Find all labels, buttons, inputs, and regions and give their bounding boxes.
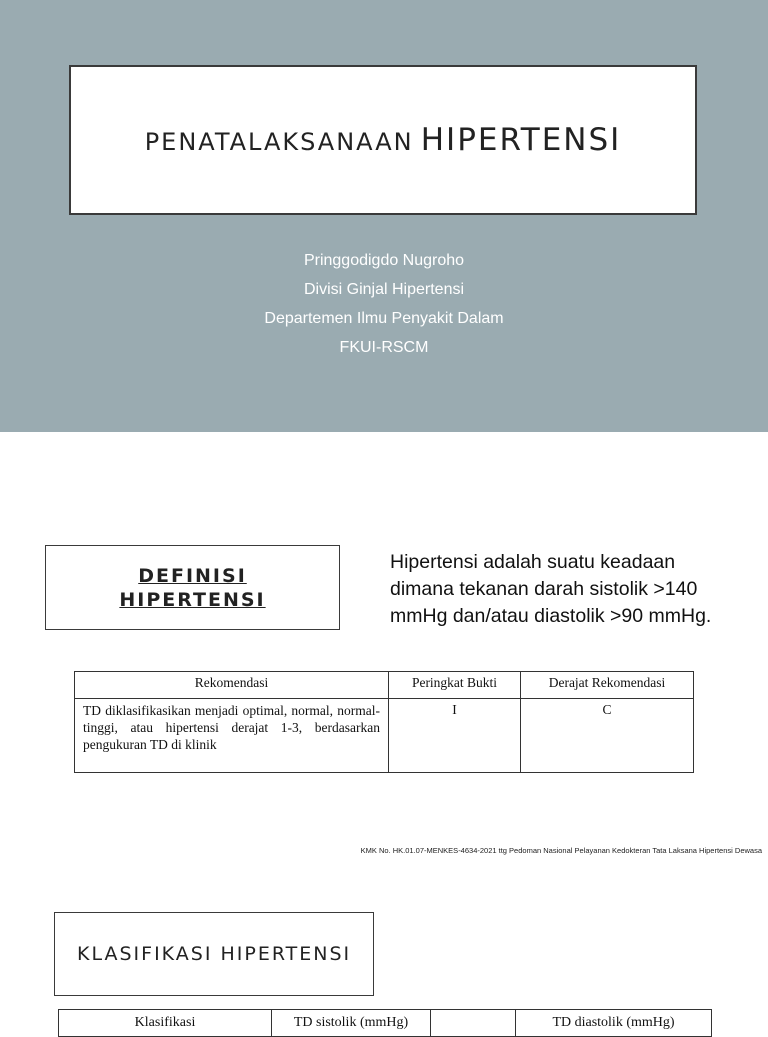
- definition-text: [390, 549, 760, 630]
- definition-heading-line1: DEFINISI: [138, 564, 247, 587]
- header-derajat-rekomendasi: Derajat Rekomendasi: [521, 672, 694, 699]
- recommendation-table: [74, 671, 694, 773]
- author-department: Departemen Ilmu Penyakit Dalam: [264, 310, 504, 327]
- header-td-sistolik: TD sistolik (mmHg): [272, 1010, 431, 1037]
- title-slide: [0, 0, 768, 432]
- title-prefix: PENATALAKSANAAN: [144, 128, 414, 156]
- definition-line: dimana tekanan darah sistolik >140: [390, 578, 698, 600]
- author-name: Pringgodigdo Nugroho: [303, 252, 465, 269]
- table-row: [75, 699, 694, 773]
- header-peringkat-bukti: Peringkat Bukti: [389, 672, 521, 699]
- citation: KMK No. HK.01.07-MENKES-4634-2021 ttg Pedoman Nasional Pelayanan Kedokteran Tata Laksana Hipertensi Dewasa: [360, 846, 762, 855]
- slide-title: [145, 122, 622, 158]
- definition-heading-box: [45, 545, 340, 630]
- classification-heading: KLASIFIKASI HIPERTENSI: [77, 943, 352, 965]
- recommendation-cell: TD diklasifikasikan menjadi optimal, normal, normal-tinggi, atau hipertensi derajat 1-3, berdasarkan pengukuran TD di klinik: [75, 699, 389, 773]
- header-klasifikasi: Klasifikasi: [59, 1010, 272, 1037]
- header-rekomendasi: Rekomendasi: [75, 672, 389, 699]
- evidence-level-cell: I: [389, 699, 521, 773]
- recommendation-grade-cell: C: [521, 699, 694, 773]
- classification-table: [58, 1009, 712, 1037]
- table-header-row: [59, 1010, 712, 1037]
- table-header-row: [75, 672, 694, 699]
- title-main: HIPERTENSI: [420, 122, 622, 158]
- definition-line: mmHg dan/atau diastolik >90 mmHg.: [390, 605, 712, 627]
- author-block: [0, 246, 768, 362]
- classification-heading-box: [54, 912, 374, 996]
- definition-line: Hipertensi adalah suatu keadaan: [390, 551, 676, 573]
- author-division: Divisi Ginjal Hipertensi: [303, 281, 465, 298]
- header-td-diastolik: TD diastolik (mmHg): [516, 1010, 712, 1037]
- definition-heading-line2: HIPERTENSI: [119, 588, 266, 611]
- title-box: [69, 65, 697, 215]
- author-institution: FKUI-RSCM: [339, 339, 429, 356]
- header-connector: [431, 1010, 516, 1037]
